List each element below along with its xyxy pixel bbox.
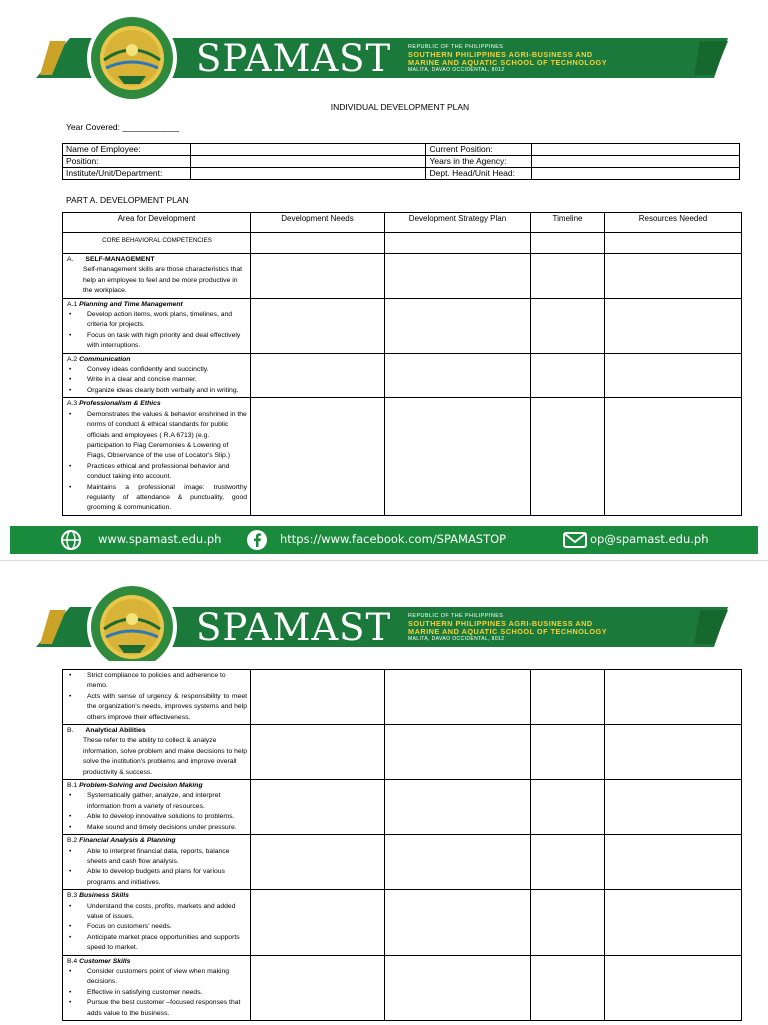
cell-input[interactable]	[385, 955, 531, 1020]
label-years: Years in the Agency:	[426, 156, 532, 168]
cell-input[interactable]	[605, 233, 742, 254]
table-row	[63, 298, 742, 353]
column-header: Development Strategy Plan	[385, 213, 531, 233]
list-item: • Focus on task with high priority and deal effectively with interruptions.	[67, 331, 247, 352]
header-banner	[0, 561, 768, 661]
cell-input[interactable]	[385, 890, 531, 955]
column-header: Resources Needed	[605, 213, 742, 233]
brand-name: SPAMAST	[196, 606, 392, 649]
header-line-3: MARINE AND AQUATIC SCHOOL OF TECHNOLOGY	[408, 627, 608, 636]
cell-input[interactable]	[385, 298, 531, 353]
section-b	[63, 725, 251, 780]
year-covered: Year Covered: ____________	[66, 122, 180, 132]
section-code: A.1	[67, 300, 78, 308]
school-seal	[87, 582, 177, 661]
cell-input[interactable]	[531, 670, 605, 725]
header-line-1: REPUBLIC OF THE PHILIPPINES	[408, 613, 504, 619]
section-b1	[63, 780, 251, 835]
list-item: • Practices ethical and professional behavior and conduct taking into account.	[67, 462, 247, 483]
section-b3	[63, 890, 251, 955]
field-current-position[interactable]	[532, 144, 740, 156]
brand-name: SPAMAST	[196, 37, 392, 80]
section-b2	[63, 835, 251, 890]
table-row	[63, 780, 742, 835]
field-years[interactable]	[532, 156, 740, 168]
development-plan-table	[62, 212, 742, 516]
section-code: A.2	[67, 355, 78, 363]
table-row	[63, 254, 742, 299]
header-line-1: REPUBLIC OF THE PHILIPPINES	[408, 44, 504, 50]
header-line-3: MARINE AND AQUATIC SCHOOL OF TECHNOLOGY	[408, 58, 608, 67]
label-head: Dept. Head/Unit Head:	[426, 168, 532, 180]
cell-input[interactable]	[251, 298, 385, 353]
cell-input[interactable]	[251, 670, 385, 725]
table-row	[63, 835, 742, 890]
cell-input[interactable]	[605, 725, 742, 780]
section-a1	[63, 298, 251, 353]
field-position[interactable]	[190, 156, 426, 168]
document-title: INDIVIDUAL DEVELOPMENT PLAN	[330, 102, 470, 112]
cell-input[interactable]	[251, 725, 385, 780]
section-code: B.	[67, 727, 74, 735]
list-item: • Develop action items, work plans, timelines, and criteria for projects.	[67, 310, 247, 331]
header-line-2: SOUTHERN PHILIPPINES AGRI-BUSINESS AND	[408, 50, 593, 59]
cell-input[interactable]	[605, 670, 742, 725]
section-a2	[63, 353, 251, 398]
table-row	[63, 233, 742, 254]
label-institute: Institute/Unit/Department:	[63, 168, 191, 180]
cell-input[interactable]	[605, 254, 742, 299]
section-title: Analytical Abilities	[85, 727, 146, 735]
cell-input[interactable]	[605, 298, 742, 353]
field-institute[interactable]	[190, 168, 426, 180]
section-description: Self-management skills are those characteristics that help an employee to feel and be more productive in the workplace.	[83, 266, 243, 295]
footer-website[interactable]: www.spamast.edu.ph	[98, 532, 222, 546]
section-code: B.2	[67, 837, 78, 845]
cell-input[interactable]	[385, 725, 531, 780]
list-item: • Acts with sense of urgency & responsibility to meet the organization's needs, improves systems and help others improve their effectiveness.	[67, 692, 247, 723]
cell-input[interactable]	[251, 890, 385, 955]
table-row	[63, 955, 742, 1020]
cell-input[interactable]	[251, 780, 385, 835]
section-title: Planning and Time Management	[79, 300, 183, 308]
cell-input[interactable]	[385, 670, 531, 725]
list-item: • Pursue the best customer –focused responses that adds value to the business.	[67, 998, 247, 1019]
cell-input[interactable]	[605, 353, 742, 398]
document-page-2	[0, 560, 768, 1025]
cell-input[interactable]	[385, 398, 531, 515]
header-line-4: MALITA, DAVAO OCCIDENTAL, 8012	[408, 636, 505, 642]
list-item: • Convey ideas confidently and succinctly.	[67, 365, 247, 375]
list-item: • Make sound and timely decisions under pressure.	[67, 823, 247, 833]
section-title: Financial Analysis & Planning	[79, 837, 176, 845]
cell-input[interactable]	[605, 835, 742, 890]
table-row	[63, 353, 742, 398]
column-header: Area for Development	[63, 213, 251, 233]
cell-input[interactable]	[531, 725, 605, 780]
core-competencies-label: CORE BEHAVIORAL COMPETENCIES	[63, 233, 251, 254]
list-item: • Able to develop innovative solutions to problems.	[67, 812, 247, 822]
section-a3	[63, 398, 251, 515]
list-item: • Organize ideas clearly both verbally and in writing.	[67, 386, 247, 396]
table-row	[63, 398, 742, 515]
section-code: B.1	[67, 782, 78, 790]
cell-input[interactable]	[531, 254, 605, 299]
table-header-row	[63, 213, 742, 233]
cell-input[interactable]	[385, 233, 531, 254]
cell-input[interactable]	[251, 955, 385, 1020]
cell-input[interactable]	[605, 890, 742, 955]
cell-input[interactable]	[531, 398, 605, 515]
table-row	[63, 890, 742, 955]
cell-input[interactable]	[531, 233, 605, 254]
section-code: B.3	[67, 892, 78, 900]
list-item: • Able to develop budgets and plans for various programs and initiatives.	[67, 867, 247, 888]
table-row	[63, 670, 742, 725]
section-title: SELF-MANAGEMENT	[85, 256, 155, 263]
cell-input[interactable]	[251, 353, 385, 398]
cell-input[interactable]	[251, 233, 385, 254]
list-item: • Anticipate market place opportunities and supports speed to market.	[67, 933, 247, 954]
cell-input[interactable]	[531, 835, 605, 890]
globe-icon	[60, 529, 82, 551]
cell-input[interactable]	[251, 254, 385, 299]
cell-input[interactable]	[531, 955, 605, 1020]
footer-email[interactable]: op@spamast.edu.ph	[590, 532, 709, 546]
header-line-4: MALITA, DAVAO OCCIDENTAL, 8012	[408, 67, 505, 73]
list-item: • Focus on customers' needs.	[67, 922, 247, 932]
cell-input[interactable]	[531, 890, 605, 955]
section-title: Problem-Solving and Decision Making	[79, 782, 203, 790]
cell-input[interactable]	[605, 398, 742, 515]
cell-input[interactable]	[251, 835, 385, 890]
facebook-icon	[246, 529, 268, 551]
list-item: • Consider customers point of view when making decisions.	[67, 967, 247, 988]
cell-input[interactable]	[531, 353, 605, 398]
list-item: • Maintains a professional image: trustworthy regularity of attendance & punctuality, good grooming & communication.	[67, 483, 247, 514]
cell-input[interactable]	[605, 780, 742, 835]
column-header: Development Needs	[251, 213, 385, 233]
list-item: • Systematically gather, analyze, and interpret information from a variety of resources.	[67, 791, 247, 812]
label-current-position: Current Position:	[426, 144, 532, 156]
label-position: Position:	[63, 156, 191, 168]
development-plan-table-continued	[62, 669, 742, 1021]
school-seal	[87, 13, 177, 100]
section-b4	[63, 955, 251, 1020]
label-name: Name of Employee:	[63, 144, 191, 156]
table-row	[63, 725, 742, 780]
footer-bar	[10, 526, 758, 554]
cell-input[interactable]	[385, 254, 531, 299]
list-item: • Effective in satisfying customer needs.	[67, 988, 247, 998]
section-code: A.	[67, 256, 74, 263]
cell-input[interactable]	[385, 353, 531, 398]
cell-input[interactable]	[531, 298, 605, 353]
section-title: Customer Skills	[79, 957, 131, 965]
section-code: A.3	[67, 400, 78, 408]
section-title: Professionalism & Ethics	[79, 400, 161, 408]
section-title: Communication	[79, 355, 131, 363]
list-item: • Able to interpret financial data, reports, balance sheets and cash flow analysis.	[67, 847, 247, 868]
part-a-heading: PART A. DEVELOPMENT PLAN	[66, 195, 189, 205]
mail-icon	[562, 529, 588, 551]
list-item: • Understand the costs, profits, markets and added value of issues.	[67, 902, 247, 923]
field-name[interactable]	[190, 144, 426, 156]
field-head[interactable]	[532, 168, 740, 180]
list-item: • Demonstrates the values & behavior enshrined in the norms of conduct & ethical standards for public officials and employees ( R.A 6713) (e.g. participation to Flag Ceremonies & Lowering of Flags, Observance of the use of Locator's Slip.)	[67, 410, 247, 462]
section-a3-continued	[63, 670, 251, 725]
cell-input[interactable]	[531, 780, 605, 835]
section-title: Business Skills	[79, 892, 129, 900]
header-line-2: SOUTHERN PHILIPPINES AGRI-BUSINESS AND	[408, 619, 593, 628]
cell-input[interactable]	[385, 835, 531, 890]
list-item: • Strict compliance to policies and adherence to memo.	[67, 671, 247, 692]
column-header: Timeline	[531, 213, 605, 233]
section-code: B.4	[67, 957, 78, 965]
section-description: These refer to the ability to collect & analyze information, solve problem and make decisions to help solve the institution's problems and improve overall productivity & success.	[83, 737, 247, 776]
section-a	[63, 254, 251, 299]
cell-input[interactable]	[605, 955, 742, 1020]
cell-input[interactable]	[251, 398, 385, 515]
list-item: • Write in a clear and concise manner.	[67, 375, 247, 385]
header-banner	[0, 0, 768, 100]
footer-facebook[interactable]: https://www.facebook.com/SPAMASTOP	[280, 532, 507, 546]
employee-info-table	[62, 143, 740, 180]
cell-input[interactable]	[385, 780, 531, 835]
